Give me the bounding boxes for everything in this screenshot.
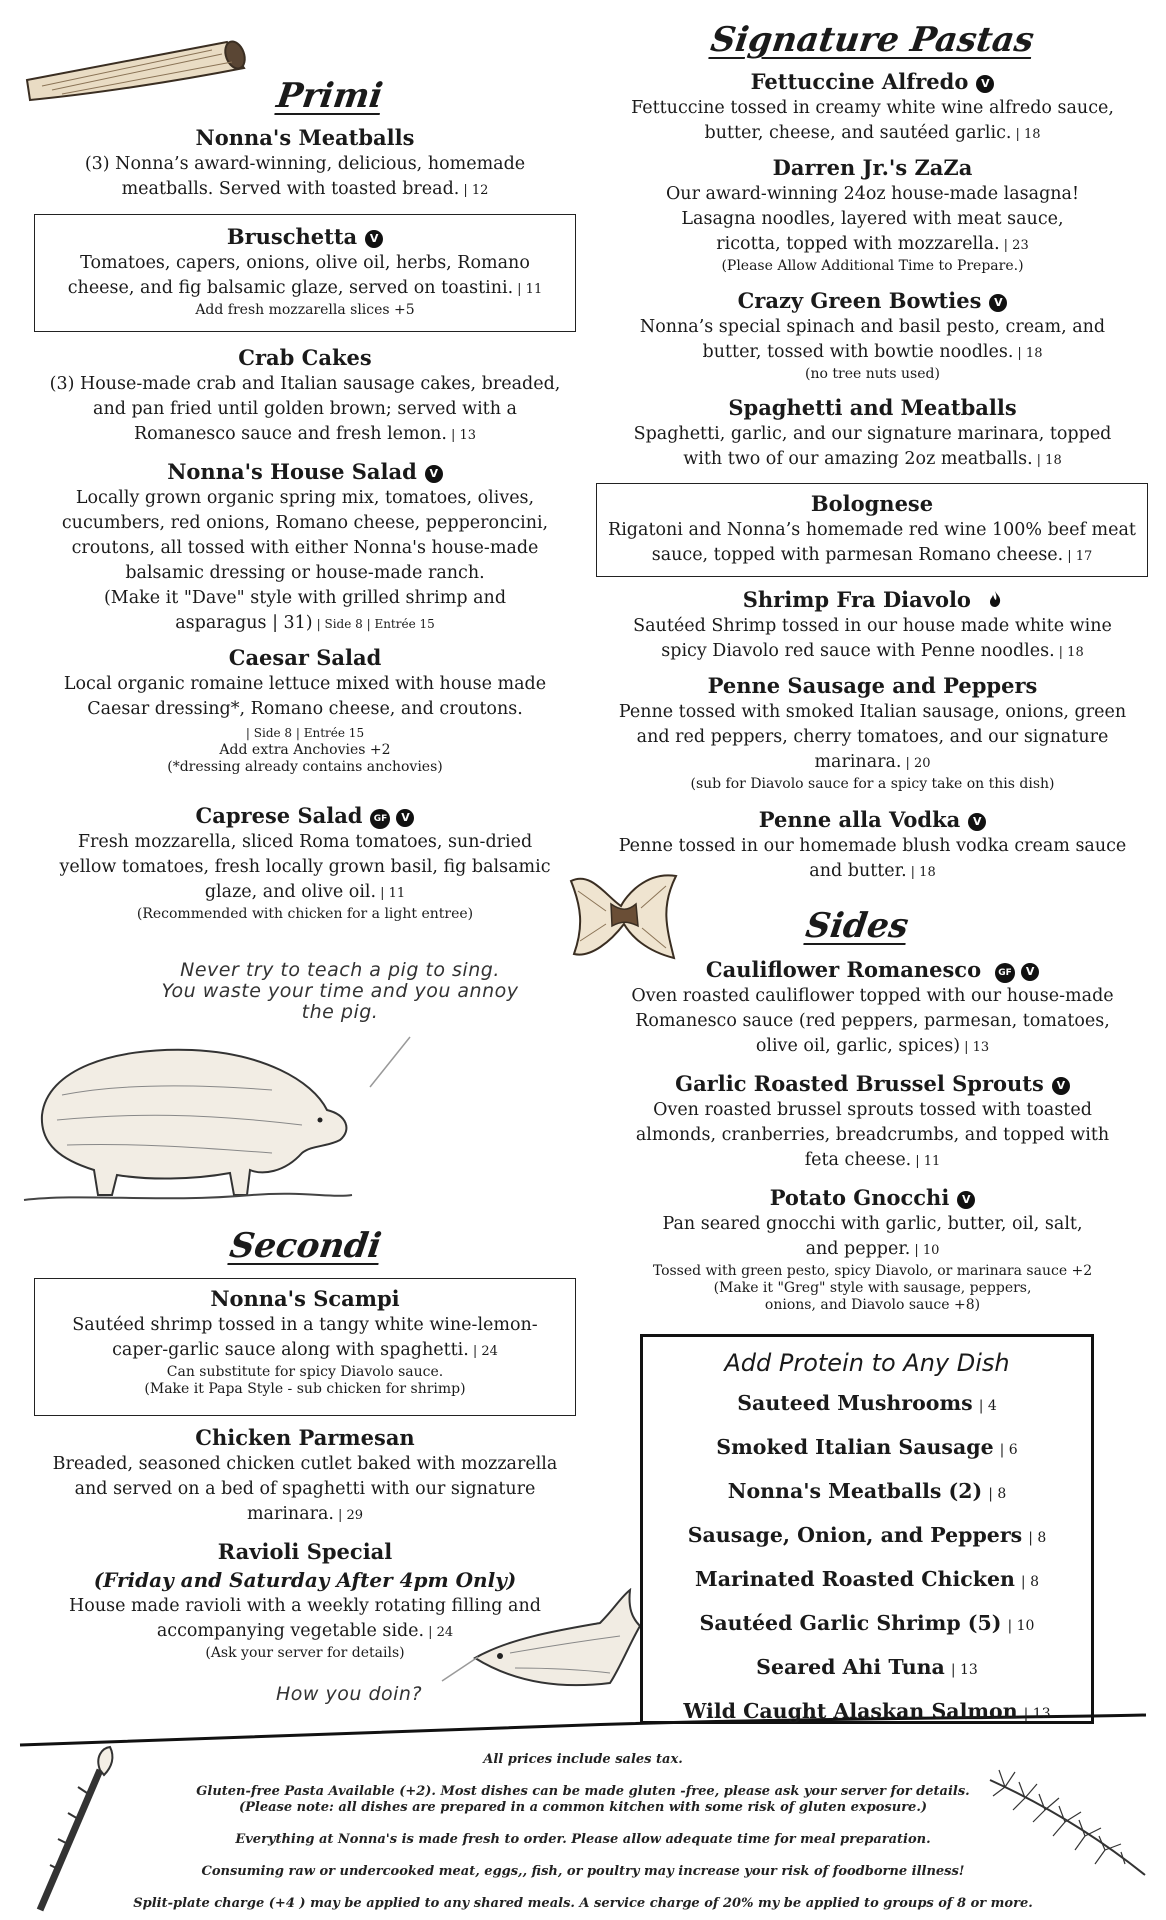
menu-item xyxy=(600,672,1145,793)
item-price: | 10 xyxy=(914,1243,940,1258)
item-price: | 13 xyxy=(964,1040,990,1055)
protein-item xyxy=(643,1383,1091,1427)
item-description: Fettuccine tossed in creamy white wine alfredo sauce, butter, cheese, and sautéed garlic. xyxy=(631,98,1114,143)
pig-quote xyxy=(150,960,530,1023)
item-name: Crab Cakes xyxy=(238,345,372,370)
item-name: Fettuccine Alfredo xyxy=(750,69,969,94)
menu-item xyxy=(30,458,580,637)
item-name: Nonna's Meatballs xyxy=(195,125,415,150)
item-description: House made ravioli with a weekly rotating filling and accompanying vegetable side. xyxy=(69,1596,541,1641)
item-name: Penne Sausage and Peppers xyxy=(707,673,1038,698)
item-price: | 18 xyxy=(1058,645,1084,660)
protein-item xyxy=(643,1427,1091,1471)
item-note: (Ask your server for details) xyxy=(205,1645,405,1661)
protein-price: | 4 xyxy=(978,1398,997,1414)
item-name: Shrimp Fra Diavolo xyxy=(742,587,971,612)
menu-item xyxy=(30,1538,580,1662)
menu-item xyxy=(30,344,580,448)
item-price: | 29 xyxy=(338,1508,364,1523)
menu-item xyxy=(600,154,1145,275)
protein-box xyxy=(640,1334,1094,1724)
item-note: (*dressing already contains anchovies) xyxy=(167,759,443,775)
protein-price: | 13 xyxy=(1023,1706,1051,1722)
quote-line: the pig. xyxy=(301,1001,379,1023)
vegetarian-icon: V xyxy=(989,294,1007,312)
protein-name: Smoked Italian Sausage xyxy=(716,1435,994,1459)
menu-item xyxy=(600,394,1145,473)
item-note: (Recommended with chicken for a light entree) xyxy=(136,906,474,922)
item-name: Bolognese xyxy=(810,491,934,516)
pastas-title: Signature Pastas xyxy=(708,20,1037,60)
item-note: Tossed with green pesto, spicy Diavolo, or marinara sauce +2 xyxy=(652,1263,1093,1279)
menu-item xyxy=(600,1070,1145,1174)
item-price: | 11 xyxy=(915,1154,941,1169)
item-note: (Make it Papa Style - sub chicken for shrimp) xyxy=(144,1381,466,1397)
item-description: Fresh mozzarella, sliced Roma tomatoes, sun-dried yellow tomatoes, fresh locally grown basil, fig balsamic glaze, and olive oil. xyxy=(59,832,551,902)
item-name: Caprese Salad xyxy=(195,803,363,828)
protein-price: | 8 xyxy=(988,1486,1007,1502)
item-description: Oven roasted brussel sprouts tossed with toasted almonds, cranberries, breadcrumbs, and topped with feta cheese. xyxy=(635,1100,1110,1170)
item-price: | 17 xyxy=(1067,549,1093,564)
item-description: Sautéed Shrimp tossed in our house made white wine spicy Diavolo red sauce with Penne noodles. xyxy=(633,616,1112,661)
item-description: Penne tossed in our homemade blush vodka cream sauce and butter. xyxy=(618,836,1127,881)
item-description-extra: (Make it "Dave" style with grilled shrimp and asparagus | 31) xyxy=(103,588,507,633)
item-description: Nonna’s special spinach and basil pesto, cream, and butter, tossed with bowtie noodles. xyxy=(639,317,1106,362)
item-description: Sautéed shrimp tossed in a tangy white wine-lemon-caper-garlic sauce along with spaghetti. xyxy=(72,1315,538,1360)
footer-charges-note: Split-plate charge (+4 ) may be applied to any shared meals. A service charge of 20% my be applied to groups of 8 or more. xyxy=(133,1896,1033,1911)
item-description: Our award-winning 24oz house-made lasagna! Lasagna noodles, layered with meat sauce, ricotta, topped with mozzarella. xyxy=(665,184,1080,254)
protein-item xyxy=(643,1691,1091,1735)
menu-item xyxy=(600,956,1145,1060)
item-description: (3) House-made crab and Italian sausage cakes, breaded, and pan fried until golden brown; served with a Romanesco sauce and fresh lemon. xyxy=(49,374,561,444)
menu-item-featured xyxy=(596,483,1148,577)
protein-name: Sautéed Garlic Shrimp (5) xyxy=(699,1611,1002,1635)
item-price: | 11 xyxy=(517,282,543,297)
quote-line: Never try to teach a pig to sing. xyxy=(180,959,500,981)
item-name: Potato Gnocchi xyxy=(769,1185,950,1210)
protein-price: | 13 xyxy=(950,1662,978,1678)
item-price: | 24 xyxy=(472,1344,498,1359)
footer-health-warning: Consuming raw or undercooked meat, eggs,, fish, or poultry may increase your risk of foodborne illness! xyxy=(201,1864,965,1879)
protein-price: | 6 xyxy=(999,1442,1018,1458)
quote-line: You waste your time and you annoy xyxy=(161,980,519,1002)
item-name: Bruschetta xyxy=(226,224,358,249)
item-price: | 24 xyxy=(428,1625,454,1640)
item-price: | 18 xyxy=(1017,346,1043,361)
item-subtitle: (Friday and Saturday After 4pm Only) xyxy=(93,1568,517,1592)
protein-title: Add Protein to Any Dish xyxy=(724,1349,1010,1377)
menu-item xyxy=(600,287,1145,383)
item-price: | 18 xyxy=(1015,127,1041,142)
rosemary-illustration xyxy=(985,1760,1150,1880)
protein-item xyxy=(643,1471,1091,1515)
protein-item xyxy=(643,1647,1091,1691)
item-note: Can substitute for spicy Diavolo sauce. xyxy=(166,1364,444,1380)
vegetarian-icon: V xyxy=(1021,963,1039,981)
asparagus-illustration xyxy=(20,1745,130,1915)
protein-name: Seared Ahi Tuna xyxy=(756,1655,945,1679)
menu-item xyxy=(30,644,580,776)
item-note: (sub for Diavolo sauce for a spicy take on this dish) xyxy=(690,776,1055,792)
protein-name: Nonna's Meatballs (2) xyxy=(727,1479,983,1503)
secondi-title: Secondi xyxy=(226,1226,384,1266)
item-description: Rigatoni and Nonna’s homemade red wine 100% beef meat sauce, topped with parmesan Romano cheese. xyxy=(608,520,1136,565)
item-price: | Side 8 | Entrée 15 xyxy=(316,617,435,631)
protein-price: | 8 xyxy=(1028,1530,1047,1546)
item-name: Nonna's House Salad xyxy=(167,459,417,484)
item-name: Cauliflower Romanesco xyxy=(705,957,982,982)
item-note: (Make it "Greg" style with sausage, peppers, onions, and Diavolo sauce +8) xyxy=(713,1280,1032,1313)
item-price: | 12 xyxy=(463,183,489,198)
item-name: Garlic Roasted Brussel Sprouts xyxy=(675,1071,1044,1096)
protein-name: Sausage, Onion, and Peppers xyxy=(687,1523,1023,1547)
vegetarian-icon: V xyxy=(1052,1077,1070,1095)
sides-title: Sides xyxy=(803,906,912,946)
gluten-free-icon: GF xyxy=(995,963,1015,983)
item-name: Darren Jr.'s ZaZa xyxy=(772,155,973,180)
footer-prices-note: All prices include sales tax. xyxy=(483,1752,683,1767)
pig-illustration xyxy=(22,1035,357,1205)
item-description: Locally grown organic spring mix, tomatoes, olives, cucumbers, red onions, Romano cheese, pepperoncini, croutons, all tossed with either Nonna's house-made balsamic dressing or house-made ranch. xyxy=(61,488,549,583)
protein-name: Sauteed Mushrooms xyxy=(737,1391,973,1415)
item-description: Tomatoes, capers, onions, olive oil, herbs, Romano cheese, and fig balsamic glaze, served on toastini. xyxy=(67,253,530,298)
item-name: Crazy Green Bowties xyxy=(737,288,982,313)
item-price: | 13 xyxy=(451,428,477,443)
menu-item xyxy=(600,586,1145,665)
item-name: Spaghetti and Meatballs xyxy=(728,395,1017,420)
item-description: Spaghetti, garlic, and our signature marinara, topped with two of our amazing 2oz meatballs. xyxy=(633,424,1112,469)
item-description: Pan seared gnocchi with garlic, butter, oil, salt, and pepper. xyxy=(662,1214,1083,1259)
item-name: Chicken Parmesan xyxy=(195,1425,415,1450)
pig-quote-pointer xyxy=(365,1035,415,1090)
protein-name: Wild Caught Alaskan Salmon xyxy=(683,1699,1018,1723)
protein-item xyxy=(643,1559,1091,1603)
protein-price: | 8 xyxy=(1020,1574,1039,1590)
footer-gluten-warning: (Please note: all dishes are prepared in a common kitchen with some risk of gluten exposure.) xyxy=(238,1800,927,1815)
item-note: (Please Allow Additional Time to Prepare.) xyxy=(721,258,1024,274)
item-price: | 20 xyxy=(905,756,931,771)
item-price: | 23 xyxy=(1003,238,1029,253)
item-description: (3) Nonna’s award-winning, delicious, homemade meatballs. Served with toasted bread. xyxy=(84,154,526,199)
primi-section xyxy=(30,76,580,116)
vegetarian-icon: V xyxy=(365,230,383,248)
protein-item xyxy=(643,1603,1091,1647)
menu-item xyxy=(600,806,1145,885)
item-price: | 18 xyxy=(1036,453,1062,468)
protein-name: Marinated Roasted Chicken xyxy=(695,1567,1015,1591)
item-note: Add extra Anchovies +2 xyxy=(219,742,391,758)
item-description: Breaded, seasoned chicken cutlet baked with mozzarella and served on a bed of spaghetti with our signature marinara. xyxy=(52,1454,558,1524)
menu-item xyxy=(30,124,580,203)
menu-item xyxy=(600,1184,1145,1314)
item-price: | Side 8 | Entrée 15 xyxy=(245,726,365,740)
footer-fresh-note: Everything at Nonna's is made fresh to order. Please allow adequate time for meal preparation. xyxy=(235,1832,931,1847)
vegetarian-icon: V xyxy=(425,465,443,483)
protein-item xyxy=(643,1515,1091,1559)
item-description: Penne tossed with smoked Italian sausage, onions, green and red peppers, cherry tomatoes, and our signature marinara. xyxy=(618,702,1127,772)
item-price: | 11 xyxy=(380,886,406,901)
item-name: Caesar Salad xyxy=(228,645,382,670)
primi-title: Primi xyxy=(274,76,386,116)
item-note: (no tree nuts used) xyxy=(805,366,940,382)
item-name: Ravioli Special xyxy=(217,1539,393,1564)
item-price: | 18 xyxy=(910,865,936,880)
vegetarian-icon: V xyxy=(957,1191,975,1209)
item-name: Penne alla Vodka xyxy=(758,807,961,832)
sides-section xyxy=(600,906,1145,946)
item-note: Add fresh mozzarella slices +5 xyxy=(195,302,415,318)
fish-quote: How you doin? xyxy=(276,1683,423,1705)
item-description: Oven roasted cauliflower topped with our house-made Romanesco sauce (red peppers, parmesan, tomatoes, olive oil, garlic, spices) xyxy=(631,986,1114,1056)
vegetarian-icon: V xyxy=(968,813,986,831)
gluten-free-icon: GF xyxy=(370,809,390,829)
menu-item-featured xyxy=(34,1278,576,1416)
menu-item xyxy=(30,802,580,923)
item-name: Nonna's Scampi xyxy=(210,1286,400,1311)
item-description: Local organic romaine lettuce mixed with house made Caesar dressing*, Romano cheese, and croutons. xyxy=(63,674,547,719)
footer-gluten-note: Gluten-free Pasta Available (+2). Most dishes can be made gluten -free, please ask your server for details. xyxy=(196,1784,970,1799)
vegetarian-icon: V xyxy=(396,809,414,827)
pastas-section xyxy=(600,20,1145,60)
menu-item-featured xyxy=(34,214,576,332)
vegetarian-icon: V xyxy=(976,75,994,93)
menu-item xyxy=(600,68,1145,147)
secondi-section xyxy=(30,1226,580,1266)
protein-price: | 10 xyxy=(1007,1618,1035,1634)
menu-item xyxy=(30,1424,580,1528)
spicy-flame-icon xyxy=(988,590,1002,608)
